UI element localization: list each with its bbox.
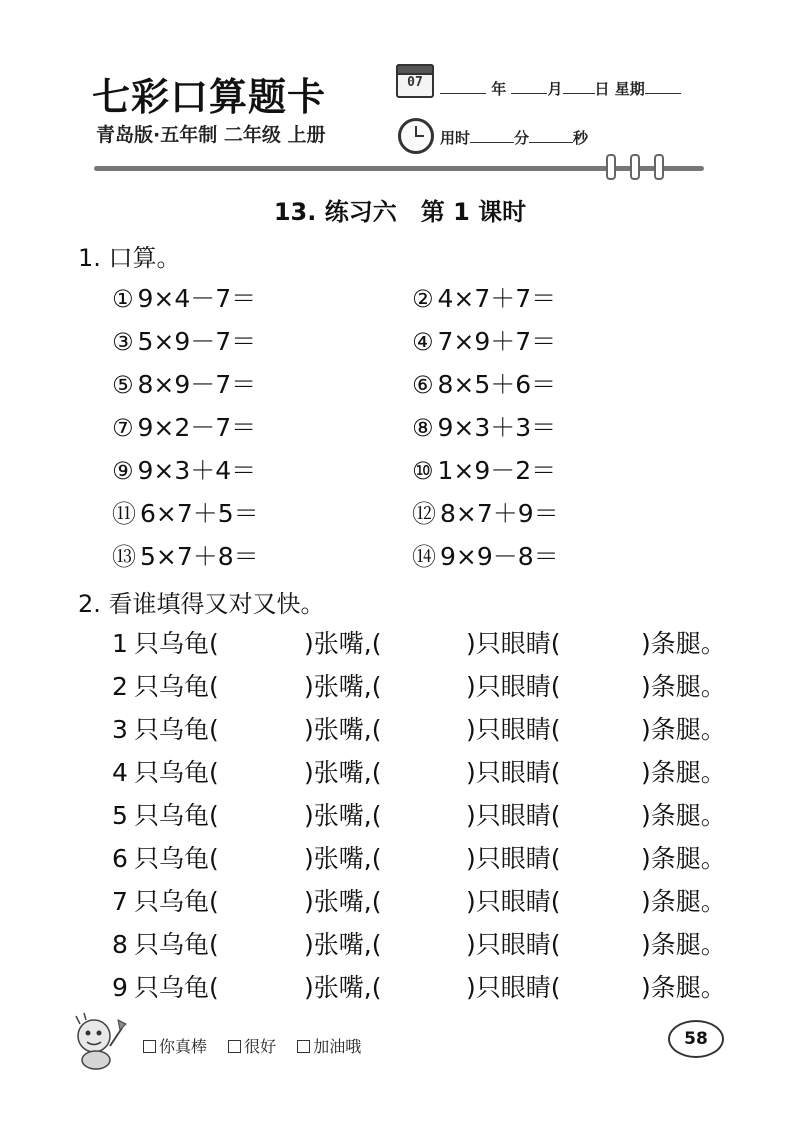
problem-item: ⑨ 9×3＋4＝ [112, 456, 257, 485]
minutes-label: 分 [514, 129, 530, 147]
fill-in-row: 1 只乌龟( )张嘴,( )只眼睛( )条腿。 [112, 629, 726, 658]
seconds-blank[interactable] [529, 128, 573, 143]
clock-icon [398, 118, 434, 154]
seconds-label: 秒 [573, 129, 589, 147]
page-number: 58 [668, 1020, 724, 1058]
calendar-number: 07 [407, 75, 423, 90]
problem-item: ⑩ 1×9－2＝ [412, 456, 557, 485]
binder-ring-icon [606, 154, 616, 180]
fill-in-row: 4 只乌龟( )张嘴,( )只眼睛( )条腿。 [112, 758, 726, 787]
minutes-blank[interactable] [470, 128, 514, 143]
day-label: 日 [594, 80, 610, 98]
problem-item: ⑤ 8×9－7＝ [112, 370, 257, 399]
weekday-blank[interactable] [645, 79, 681, 94]
fill-in-row: 7 只乌龟( )张嘴,( )只眼睛( )条腿。 [112, 887, 726, 916]
month-label: 月 [547, 80, 563, 98]
weekday-label: 星期 [614, 80, 645, 98]
fill-in-row: 6 只乌龟( )张嘴,( )只眼睛( )条腿。 [112, 844, 726, 873]
problem-item: ⑬ 5×7＋8＝ [112, 542, 259, 571]
brand-title: 七彩口算题卡 [92, 75, 327, 119]
problem-item: ⑪ 6×7＋5＝ [112, 499, 259, 528]
month-blank[interactable] [511, 79, 547, 94]
mascot-icon [70, 1010, 132, 1072]
lesson-title: 13. 练习六 第 1 课时 [273, 198, 527, 226]
problem-item: ⑦ 9×2－7＝ [112, 413, 257, 442]
section2-heading: 2. 看谁填得又对又快。 [78, 590, 325, 618]
problem-item: ⑭ 9×9－8＝ [412, 542, 559, 571]
day-blank[interactable] [563, 79, 595, 94]
problem-item: ② 4×7＋7＝ [412, 284, 557, 313]
section1-heading: 1. 口算。 [78, 244, 181, 272]
self-rating [143, 1034, 377, 1057]
fill-in-row: 5 只乌龟( )张嘴,( )只眼睛( )条腿。 [112, 801, 726, 830]
problem-item: ⑫ 8×7＋9＝ [412, 499, 559, 528]
fill-in-row: 9 只乌龟( )张嘴,( )只眼睛( )条腿。 [112, 973, 726, 1002]
time-fill-line [440, 127, 588, 148]
problem-item: ④ 7×9＋7＝ [412, 327, 557, 356]
problem-item: ⑧ 9×3＋3＝ [412, 413, 557, 442]
calendar-icon [396, 64, 434, 98]
year-blank[interactable] [440, 79, 486, 94]
binder-ring-icon [654, 154, 664, 180]
date-fill-line [440, 78, 681, 99]
problem-item: ③ 5×9－7＝ [112, 327, 257, 356]
brand-subtitle: 青岛版·五年制 二年级 上册 [96, 124, 326, 146]
rating-option-good[interactable]: 很好 [228, 1037, 276, 1056]
time-prefix: 用时 [440, 129, 471, 147]
fill-in-row: 3 只乌龟( )张嘴,( )只眼睛( )条腿。 [112, 715, 726, 744]
problem-item: ⑥ 8×5＋6＝ [412, 370, 557, 399]
fill-in-row: 8 只乌龟( )张嘴,( )只眼睛( )条腿。 [112, 930, 726, 959]
binder-ring-icon [630, 154, 640, 180]
rating-option-keep-going[interactable]: 加油哦 [297, 1037, 361, 1056]
checkbox-icon[interactable] [143, 1040, 156, 1053]
fill-in-row: 2 只乌龟( )张嘴,( )只眼睛( )条腿。 [112, 672, 726, 701]
rating-option-great[interactable]: 你真棒 [143, 1037, 207, 1056]
problem-item: ① 9×4－7＝ [112, 284, 257, 313]
checkbox-icon[interactable] [228, 1040, 241, 1053]
year-label: 年 [491, 80, 507, 98]
checkbox-icon[interactable] [297, 1040, 310, 1053]
